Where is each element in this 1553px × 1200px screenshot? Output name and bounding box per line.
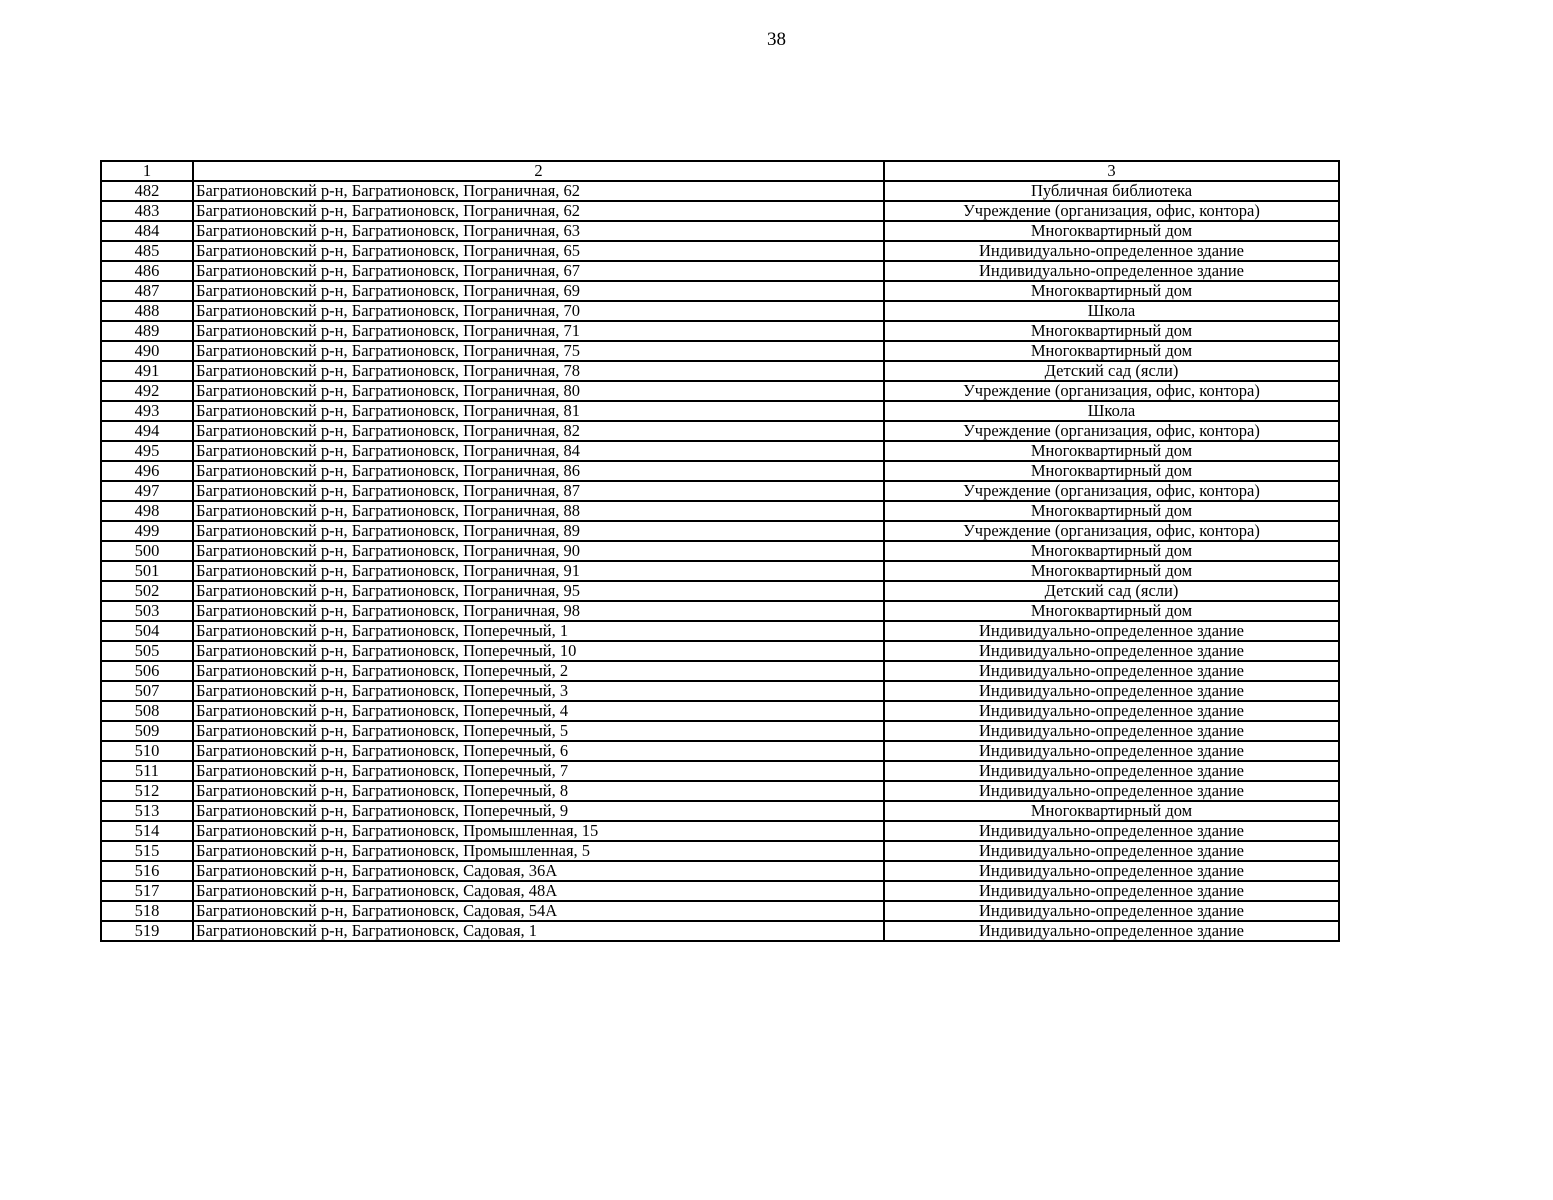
row-number: 491 <box>101 361 193 381</box>
table-row <box>101 481 1339 501</box>
row-address: Багратионовский р-н, Багратионовск, Пограничная, 81 <box>193 401 884 421</box>
row-object-type: Многоквартирный дом <box>884 501 1339 521</box>
row-object-type: Многоквартирный дом <box>884 541 1339 561</box>
row-number: 496 <box>101 461 193 481</box>
table-row <box>101 401 1339 421</box>
row-address: Багратионовский р-н, Багратионовск, Пограничная, 78 <box>193 361 884 381</box>
row-number: 499 <box>101 521 193 541</box>
row-number: 501 <box>101 561 193 581</box>
row-number: 510 <box>101 741 193 761</box>
table-header <box>101 161 1339 181</box>
row-object-type: Учреждение (организация, офис, контора) <box>884 381 1339 401</box>
row-number: 502 <box>101 581 193 601</box>
row-number: 484 <box>101 221 193 241</box>
row-object-type: Индивидуально-определенное здание <box>884 781 1339 801</box>
row-number: 507 <box>101 681 193 701</box>
table-row <box>101 221 1339 241</box>
table-row <box>101 281 1339 301</box>
table-row <box>101 321 1339 341</box>
header-row <box>101 161 1339 181</box>
table-row <box>101 561 1339 581</box>
table-row <box>101 701 1339 721</box>
row-address: Багратионовский р-н, Багратионовск, Пограничная, 84 <box>193 441 884 461</box>
row-address: Багратионовский р-н, Багратионовск, Поперечный, 10 <box>193 641 884 661</box>
row-address: Багратионовский р-н, Багратионовск, Поперечный, 9 <box>193 801 884 821</box>
row-address: Багратионовский р-н, Багратионовск, Пограничная, 62 <box>193 201 884 221</box>
table-row <box>101 361 1339 381</box>
row-address: Багратионовский р-н, Багратионовск, Пограничная, 63 <box>193 221 884 241</box>
row-object-type: Индивидуально-определенное здание <box>884 841 1339 861</box>
row-address: Багратионовский р-н, Багратионовск, Пограничная, 95 <box>193 581 884 601</box>
table-row <box>101 201 1339 221</box>
row-object-type: Детский сад (ясли) <box>884 581 1339 601</box>
row-object-type: Учреждение (организация, офис, контора) <box>884 521 1339 541</box>
row-object-type: Индивидуально-определенное здание <box>884 661 1339 681</box>
row-object-type: Учреждение (организация, офис, контора) <box>884 421 1339 441</box>
table-row <box>101 381 1339 401</box>
row-object-type: Индивидуально-определенное здание <box>884 761 1339 781</box>
table-row <box>101 441 1339 461</box>
table-row <box>101 301 1339 321</box>
page-number: 38 <box>767 29 786 50</box>
row-address: Багратионовский р-н, Багратионовск, Садовая, 54А <box>193 901 884 921</box>
row-number: 516 <box>101 861 193 881</box>
table-row <box>101 801 1339 821</box>
row-number: 487 <box>101 281 193 301</box>
row-address: Багратионовский р-н, Багратионовск, Пограничная, 89 <box>193 521 884 541</box>
row-number: 504 <box>101 621 193 641</box>
row-number: 483 <box>101 201 193 221</box>
row-object-type: Индивидуально-определенное здание <box>884 901 1339 921</box>
table-row <box>101 881 1339 901</box>
header-cell-1: 1 <box>101 161 193 181</box>
row-object-type: Индивидуально-определенное здание <box>884 921 1339 941</box>
row-object-type: Многоквартирный дом <box>884 441 1339 461</box>
row-address: Багратионовский р-н, Багратионовск, Поперечный, 6 <box>193 741 884 761</box>
table-row <box>101 681 1339 701</box>
row-number: 518 <box>101 901 193 921</box>
row-number: 485 <box>101 241 193 261</box>
table-row <box>101 741 1339 761</box>
row-address: Багратионовский р-н, Багратионовск, Пограничная, 86 <box>193 461 884 481</box>
row-number: 493 <box>101 401 193 421</box>
row-number: 498 <box>101 501 193 521</box>
table-row <box>101 861 1339 881</box>
row-object-type: Индивидуально-определенное здание <box>884 641 1339 661</box>
row-object-type: Индивидуально-определенное здание <box>884 741 1339 761</box>
table-row <box>101 501 1339 521</box>
table-row <box>101 241 1339 261</box>
row-address: Багратионовский р-н, Багратионовск, Пограничная, 75 <box>193 341 884 361</box>
row-number: 509 <box>101 721 193 741</box>
registry-table <box>100 160 1340 942</box>
row-address: Багратионовский р-н, Багратионовск, Пограничная, 91 <box>193 561 884 581</box>
row-address: Багратионовский р-н, Багратионовск, Поперечный, 1 <box>193 621 884 641</box>
row-number: 508 <box>101 701 193 721</box>
row-address: Багратионовский р-н, Багратионовск, Поперечный, 4 <box>193 701 884 721</box>
row-object-type: Детский сад (ясли) <box>884 361 1339 381</box>
row-address: Багратионовский р-н, Багратионовск, Пограничная, 65 <box>193 241 884 261</box>
row-number: 490 <box>101 341 193 361</box>
row-address: Багратионовский р-н, Багратионовск, Промышленная, 15 <box>193 821 884 841</box>
table-row <box>101 621 1339 641</box>
row-object-type: Индивидуально-определенное здание <box>884 261 1339 281</box>
table-row <box>101 341 1339 361</box>
table-row <box>101 461 1339 481</box>
row-number: 512 <box>101 781 193 801</box>
row-number: 486 <box>101 261 193 281</box>
row-number: 492 <box>101 381 193 401</box>
row-object-type: Индивидуально-определенное здание <box>884 241 1339 261</box>
table-row <box>101 761 1339 781</box>
table-row <box>101 901 1339 921</box>
row-number: 519 <box>101 921 193 941</box>
row-address: Багратионовский р-н, Багратионовск, Пограничная, 87 <box>193 481 884 501</box>
row-object-type: Многоквартирный дом <box>884 341 1339 361</box>
row-number: 505 <box>101 641 193 661</box>
table-row <box>101 841 1339 861</box>
row-address: Багратионовский р-н, Багратионовск, Поперечный, 8 <box>193 781 884 801</box>
row-number: 482 <box>101 181 193 201</box>
table-row <box>101 541 1339 561</box>
row-address: Багратионовский р-н, Багратионовск, Пограничная, 80 <box>193 381 884 401</box>
row-object-type: Индивидуально-определенное здание <box>884 681 1339 701</box>
row-object-type: Индивидуально-определенное здание <box>884 701 1339 721</box>
row-address: Багратионовский р-н, Багратионовск, Поперечный, 2 <box>193 661 884 681</box>
row-number: 500 <box>101 541 193 561</box>
table-row <box>101 421 1339 441</box>
table-row <box>101 721 1339 741</box>
row-address: Багратионовский р-н, Багратионовск, Пограничная, 82 <box>193 421 884 441</box>
row-object-type: Индивидуально-определенное здание <box>884 621 1339 641</box>
row-address: Багратионовский р-н, Багратионовск, Пограничная, 67 <box>193 261 884 281</box>
row-object-type: Многоквартирный дом <box>884 281 1339 301</box>
row-address: Багратионовский р-н, Багратионовск, Промышленная, 5 <box>193 841 884 861</box>
row-address: Багратионовский р-н, Багратионовск, Садовая, 48А <box>193 881 884 901</box>
row-object-type: Многоквартирный дом <box>884 801 1339 821</box>
table-row <box>101 181 1339 201</box>
row-object-type: Индивидуально-определенное здание <box>884 881 1339 901</box>
row-address: Багратионовский р-н, Багратионовск, Пограничная, 69 <box>193 281 884 301</box>
row-address: Багратионовский р-н, Багратионовск, Пограничная, 88 <box>193 501 884 521</box>
row-address: Багратионовский р-н, Багратионовск, Поперечный, 7 <box>193 761 884 781</box>
row-object-type: Многоквартирный дом <box>884 321 1339 341</box>
row-object-type: Многоквартирный дом <box>884 221 1339 241</box>
row-object-type: Многоквартирный дом <box>884 601 1339 621</box>
table-row <box>101 601 1339 621</box>
table-row <box>101 641 1339 661</box>
table-row <box>101 921 1339 941</box>
table-row <box>101 521 1339 541</box>
row-address: Багратионовский р-н, Багратионовск, Пограничная, 98 <box>193 601 884 621</box>
row-number: 506 <box>101 661 193 681</box>
table-body <box>101 181 1339 941</box>
row-number: 514 <box>101 821 193 841</box>
table-row <box>101 581 1339 601</box>
row-address: Багратионовский р-н, Багратионовск, Садовая, 36А <box>193 861 884 881</box>
row-address: Багратионовский р-н, Багратионовск, Пограничная, 71 <box>193 321 884 341</box>
header-cell-2: 2 <box>193 161 884 181</box>
table-row <box>101 821 1339 841</box>
table-row <box>101 261 1339 281</box>
table-row <box>101 661 1339 681</box>
row-object-type: Школа <box>884 301 1339 321</box>
table-row <box>101 781 1339 801</box>
row-address: Багратионовский р-н, Багратионовск, Пограничная, 62 <box>193 181 884 201</box>
row-object-type: Индивидуально-определенное здание <box>884 861 1339 881</box>
row-number: 495 <box>101 441 193 461</box>
row-object-type: Учреждение (организация, офис, контора) <box>884 201 1339 221</box>
row-object-type: Многоквартирный дом <box>884 561 1339 581</box>
row-number: 494 <box>101 421 193 441</box>
row-number: 503 <box>101 601 193 621</box>
row-number: 515 <box>101 841 193 861</box>
row-address: Багратионовский р-н, Багратионовск, Пограничная, 90 <box>193 541 884 561</box>
row-address: Багратионовский р-н, Багратионовск, Садовая, 1 <box>193 921 884 941</box>
row-object-type: Школа <box>884 401 1339 421</box>
row-object-type: Публичная библиотека <box>884 181 1339 201</box>
row-number: 517 <box>101 881 193 901</box>
row-object-type: Многоквартирный дом <box>884 461 1339 481</box>
header-cell-3: 3 <box>884 161 1339 181</box>
row-object-type: Индивидуально-определенное здание <box>884 721 1339 741</box>
row-number: 513 <box>101 801 193 821</box>
row-address: Багратионовский р-н, Багратионовск, Поперечный, 3 <box>193 681 884 701</box>
row-number: 511 <box>101 761 193 781</box>
row-number: 497 <box>101 481 193 501</box>
row-object-type: Учреждение (организация, офис, контора) <box>884 481 1339 501</box>
row-address: Багратионовский р-н, Багратионовск, Пограничная, 70 <box>193 301 884 321</box>
row-number: 489 <box>101 321 193 341</box>
row-object-type: Индивидуально-определенное здание <box>884 821 1339 841</box>
row-address: Багратионовский р-н, Багратионовск, Поперечный, 5 <box>193 721 884 741</box>
row-number: 488 <box>101 301 193 321</box>
